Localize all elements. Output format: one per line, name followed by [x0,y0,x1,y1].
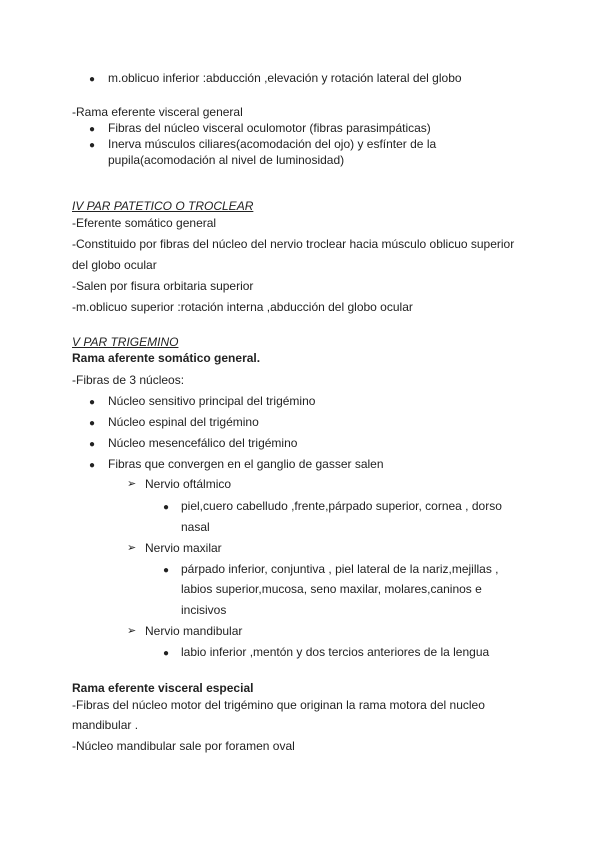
text-line: -Salen por fisura orbitaria superior [72,279,254,293]
section-heading-iv: IV PAR PATETICO O TROCLEAR [72,199,254,213]
list-item-continuation: pupila(acomodación al nivel de luminosidad) [108,153,345,167]
text-line: -Eferente somático general [72,216,217,230]
bullet-icon: ● [163,502,170,513]
list-item: Fibras del núcleo visceral oculomotor (fibras parasimpáticas) [108,121,431,135]
branch-name: Nervio oftálmico [145,477,232,491]
text-line: -m.oblicuo superior :rotación interna ,abducción del globo ocular [72,300,413,314]
list-item: Fibras que convergen en el ganglio de gasser salen [108,457,384,471]
list-item: Núcleo sensitivo principal del trigémino [108,394,316,408]
arrow-bullet-icon: ➢ [127,542,137,554]
branch-detail: labio inferior ,mentón y dos tercios anteriores de la lengua [181,645,490,659]
bullet-icon: ● [163,565,170,576]
text-line: -Fibras de 3 núcleos: [72,373,185,387]
bullet-icon: ● [89,439,96,450]
text-line: del globo ocular [72,258,157,272]
bullet-icon: ● [89,140,96,151]
bullet-icon: ● [89,124,96,135]
arrow-bullet-icon: ➢ [127,478,137,490]
text-line: -Fibras del núcleo motor del trigémino que originan la rama motora del nucleo [72,698,485,712]
subheading: Rama aferente somático general. [72,351,261,365]
text-line: mandibular . [72,718,139,732]
branch-detail: piel,cuero cabelludo ,frente,párpado superior, cornea , dorso [181,499,502,513]
section-label: -Rama eferente visceral general [72,105,243,119]
bullet-icon: ● [89,397,96,408]
list-item: Núcleo espinal del trigémino [108,415,259,429]
text-line: -Núcleo mandibular sale por foramen oval [72,739,295,753]
branch-detail-continuation: labios superior,mucosa, seno maxilar, molares,caninos e [181,582,482,596]
branch-detail-continuation: incisivos [181,603,227,617]
list-item: m.oblicuo inferior :abducción ,elevación y rotación lateral del globo [108,71,462,85]
bullet-icon: ● [89,74,96,85]
bullet-icon: ● [163,648,170,659]
branch-name: Nervio maxilar [145,541,222,555]
bullet-icon: ● [89,418,96,429]
bullet-icon: ● [89,460,96,471]
subheading: Rama eferente visceral especial [72,681,254,695]
list-item: Inerva músculos ciliares(acomodación del ojo) y esfínter de la [108,137,437,151]
branch-detail-continuation: nasal [181,520,210,534]
arrow-bullet-icon: ➢ [127,625,137,637]
list-item: Núcleo mesencefálico del trigémino [108,436,298,450]
section-heading-v: V PAR TRIGEMINO [72,335,179,349]
text-line: -Constituido por fibras del núcleo del nervio troclear hacia músculo oblicuo superior [72,237,515,251]
branch-detail: párpado inferior, conjuntiva , piel lateral de la nariz,mejillas , [181,562,499,576]
branch-name: Nervio mandibular [145,624,243,638]
